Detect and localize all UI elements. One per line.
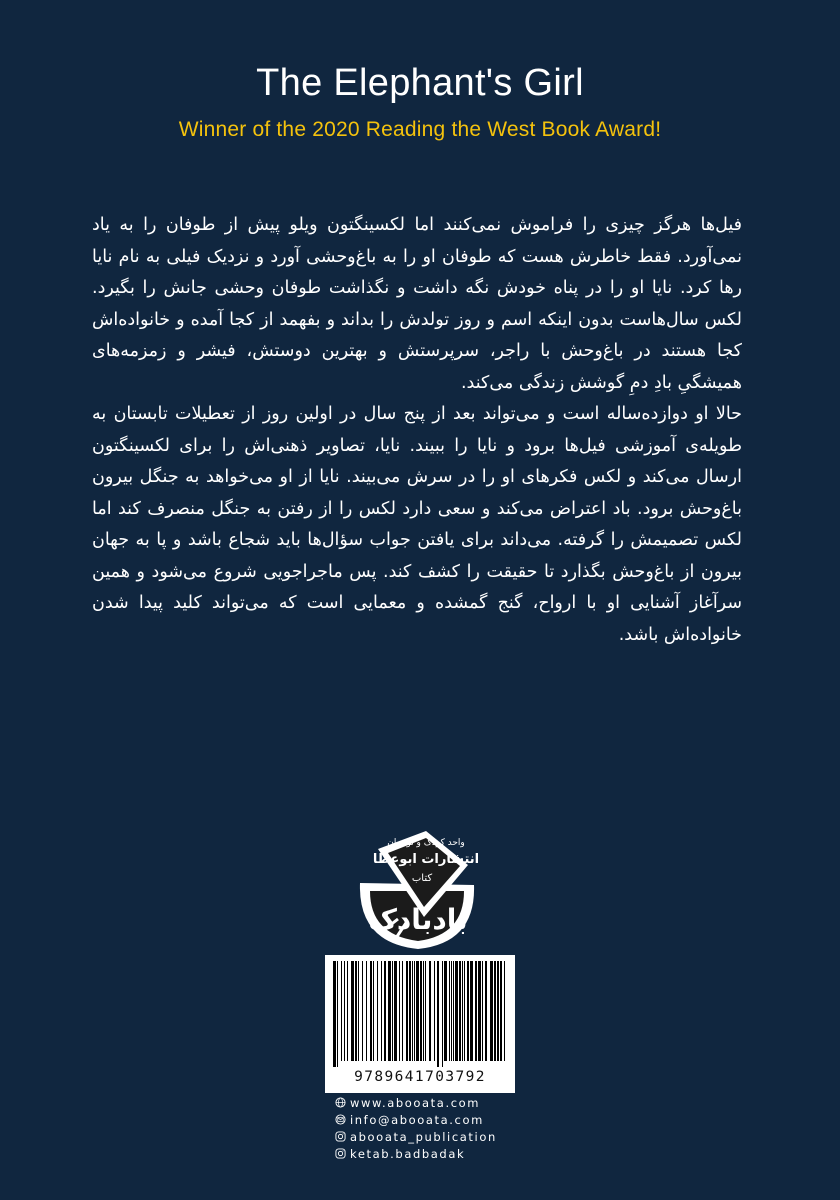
svg-text:کتاب: کتاب: [411, 873, 433, 884]
instagram-icon: [335, 1148, 346, 1159]
barcode-bar: [444, 961, 447, 1061]
barcode-bar: [412, 961, 413, 1061]
barcode-bar: [459, 961, 461, 1061]
isbn-number: 9789641703792: [354, 1069, 486, 1085]
barcode-bar: [453, 961, 454, 1061]
barcode-bar: [475, 961, 477, 1061]
blurb-paragraph: فیل‌ها هرگز چیزی را فراموش نمی‌کنند اما لکسینگتون ویلو پیش از طوفان را به یاد نمی‌آورد. فقط خاطرش هست که طوفان او را به باغ‌وحشی آورد و نزدیک فیلی به نام نایا رها کرد. نایا او را در پناه خودش نگه داشت و نگذاشت طوفان وحشی جانش را بگیرد. لکس سال‌هاست بدون اینکه اسم و روز تولدش را بداند و بفهمد از کجا آمده و خانواده‌اش کجا هستند در باغ‌وحش با راجر، سرپرستش و بهترین دوستش، فیشر و زمزمه‌های همیشگیِ بادِ دمِ گوشش زندگی می‌کند.: [92, 215, 742, 393]
email-icon: [335, 1114, 346, 1125]
barcode-bar: [381, 961, 382, 1061]
instagram-icon: [335, 1131, 346, 1142]
globe-icon: [335, 1097, 346, 1108]
barcode-bar: [402, 961, 403, 1061]
contact-instagram-publication: [335, 1129, 535, 1144]
publisher-logo: [350, 825, 485, 955]
contact-text[interactable]: ketab.badbadak: [350, 1146, 466, 1161]
barcode-bar: [414, 961, 415, 1061]
barcode-bar: [451, 961, 452, 1061]
barcode-bar: [425, 961, 426, 1061]
barcode-bar: [504, 961, 505, 1061]
barcode-bar: [464, 961, 465, 1061]
contact-list: [335, 1095, 535, 1163]
svg-text:واحد کودک و نوجوان: واحد کودک و نوجوان: [387, 838, 465, 848]
barcode-bar: [399, 961, 400, 1061]
barcode-bar: [355, 961, 357, 1061]
barcode-bar: [347, 961, 348, 1061]
barcode-bars: [331, 961, 509, 1067]
contact-text[interactable]: info@abooata.com: [350, 1112, 484, 1127]
contact-instagram-badbadak: [335, 1146, 535, 1161]
barcode-bar: [341, 961, 342, 1061]
svg-text:بادبادک: بادبادک: [368, 903, 468, 936]
barcode-bar: [423, 961, 424, 1061]
barcode-bar: [388, 961, 391, 1061]
barcode-bar: [494, 961, 496, 1061]
barcode-bar: [358, 961, 359, 1061]
barcode-bar: [482, 961, 483, 1061]
book-title: The Elephant's Girl: [256, 62, 584, 104]
barcode-bar: [467, 961, 469, 1061]
barcode-bar: [429, 961, 431, 1061]
contact-website: [335, 1095, 535, 1110]
contact-text[interactable]: www.abooata.com: [350, 1095, 481, 1110]
kite-logo-icon: [350, 825, 485, 955]
barcode-bar: [370, 961, 372, 1061]
barcode-bar: [366, 961, 367, 1061]
contact-email: [335, 1112, 535, 1127]
barcode-bar: [394, 961, 397, 1061]
barcode-bar: [337, 961, 338, 1067]
barcode-bar: [455, 961, 458, 1061]
barcode-bar: [449, 961, 450, 1061]
award-line: Winner of the 2020 Reading the West Book Award!: [178, 118, 662, 141]
barcode-bar: [333, 961, 336, 1067]
blurb: [92, 210, 742, 651]
barcode-bar: [500, 961, 502, 1061]
contact-text[interactable]: abooata_publication: [350, 1129, 497, 1144]
barcode-bar: [470, 961, 473, 1061]
barcode-bar: [392, 961, 393, 1061]
barcode-bar: [420, 961, 422, 1061]
barcode-bar: [384, 961, 386, 1061]
barcode-bar: [434, 961, 435, 1061]
barcode-bar: [406, 961, 408, 1061]
barcode-bar: [485, 961, 487, 1061]
barcode-bar: [490, 961, 493, 1061]
barcode-bar: [351, 961, 354, 1061]
barcode-bar: [416, 961, 419, 1061]
barcode-bar: [442, 961, 443, 1067]
barcode-bar: [478, 961, 481, 1061]
barcode-bar: [497, 961, 499, 1061]
barcode-bar: [409, 961, 411, 1061]
blurb-paragraph: حالا او دوازده‌ساله است و می‌تواند بعد از پنج سال در اولین روز از تعطیلات تابستان به طویله‌ی آموزشی فیل‌ها برود و نایا را ببیند. نایا، تصاویر ذهنی‌اش را برای لکسینگتون ارسال می‌کند و لکس فکرهای او را در سرش می‌بیند. نایا از او می‌خواهد به جنگل بیرون باغ‌وحش برود. باد اعتراض می‌کند و سعی دارد لکس را از رفتن به جنگل منصرف کند اما لکس تصمیمش را گرفته. می‌داند برای یافتن جواب سؤال‌ها باید شجاع باشد و پا به جهان بیرون از باغ‌وحش بگذارد تا حقیقت را کشف کند. پس ماجراجویی شروع می‌شود و همین سرآغاز آشنایی او با ارواح، گنج گمشده و معمایی است که می‌تواند کلید پیدا شدن خانواده‌اش باشد.: [92, 404, 742, 645]
barcode-bar: [362, 961, 363, 1061]
barcode-bar: [437, 961, 439, 1067]
svg-text:انتشارات ابوعطا: انتشارات ابوعطا: [372, 852, 480, 867]
isbn-barcode: [325, 955, 515, 1093]
barcode-bar: [377, 961, 378, 1061]
barcode-bar: [462, 961, 463, 1061]
barcode-bar: [373, 961, 374, 1061]
barcode-bar: [344, 961, 345, 1061]
